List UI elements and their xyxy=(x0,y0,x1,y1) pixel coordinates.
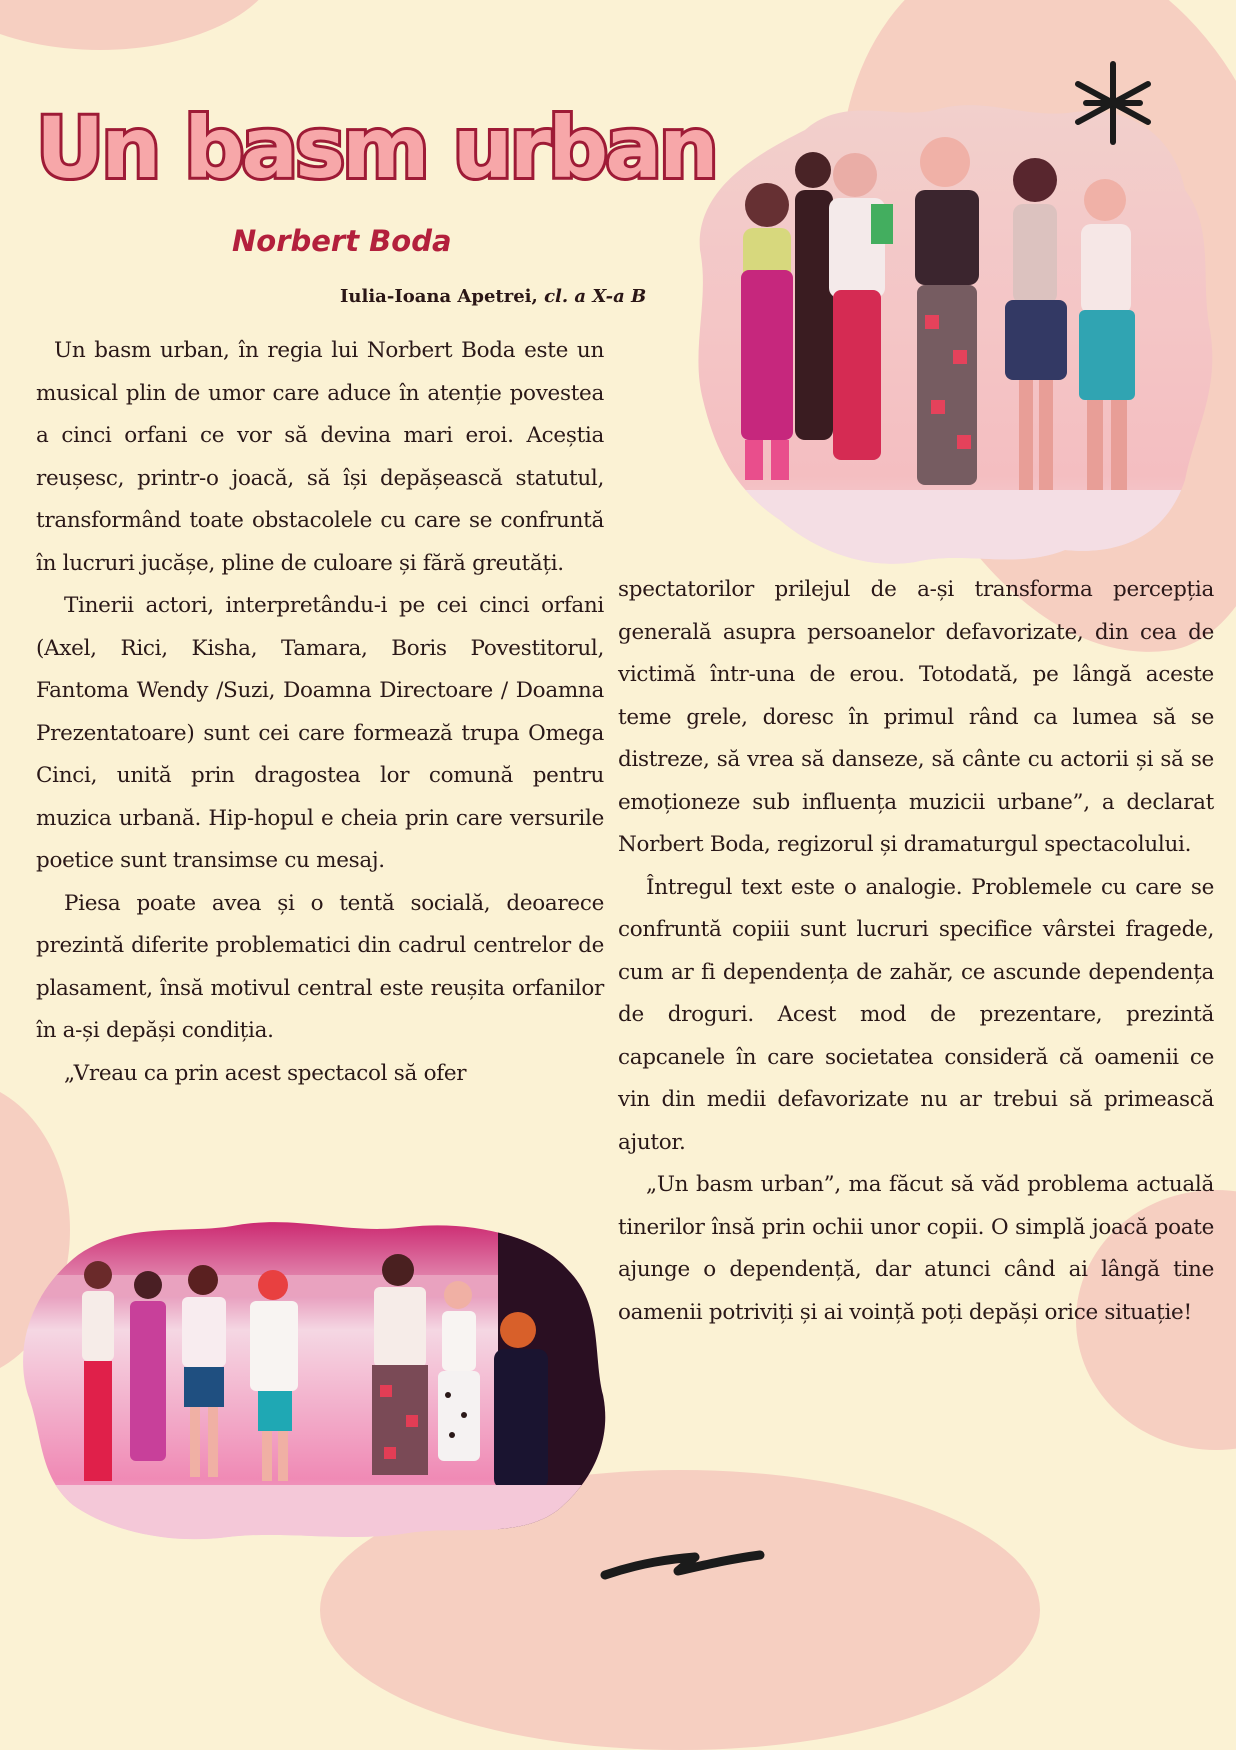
squiggle-icon xyxy=(600,1545,770,1585)
article-column-left xyxy=(36,330,604,1095)
author-name: Iulia-Ioana Apetrei xyxy=(340,286,532,307)
article-column-right xyxy=(618,569,1214,1334)
paragraph: Piesa poate avea și o tentă socială, deoarece prezintă diferite problematici din cadrul centrelor de plasament, însă motivul central este reușita orfanilor în a-și depăși condiția. xyxy=(36,890,604,1043)
paragraph: Întregul text este o analogie. Problemele cu care se confruntă copiii sunt lucruri specifice vârstei fragede, cum ar fi dependența de zahăr, ce ascunde dependența de droguri. Acest mod de prezentare, prezintă capcanele în care societatea consideră că oamenii ce vin din medii defavorizate nu ar trebui să primească ajutor. xyxy=(618,874,1214,1155)
background-blob xyxy=(0,0,280,50)
article-title: Un basm urban xyxy=(36,99,716,197)
asterisk-icon xyxy=(1070,60,1156,146)
paragraph: „Vreau ca prin acest spectacol să ofer xyxy=(64,1060,467,1086)
director-name: Norbert Boda xyxy=(232,224,452,258)
paragraph: Un basm urban, în regia lui Norbert Boda este un musical plin de umor care aduce în atenție povestea a cinci orfani ce vor să devina mari eroi. Aceștia reușesc, printr-o joacă, să își depășească statutul, transformând toate obstacolele cu care se confruntă în lucruri jucășe, pline de culoare și fără greutăți. xyxy=(36,338,604,576)
stage-performance-photo xyxy=(18,1215,608,1545)
paragraph: „Un basm urban”, ma făcut să văd problema actuală tinerilor însă prin ochii unor copii. O simplă joacă poate ajunge o dependență, dar atunci când ai lângă tine oamenii potriviți și ai voință poți depăși orice situație! xyxy=(618,1172,1214,1325)
author-class: cl. a X-a B xyxy=(544,286,647,307)
paragraph: spectatorilor prilejul de a-și transforma percepția generală asupra persoanelor defavorizate, din cea de victimă într-una de erou. Totodată, pe lângă aceste teme grele, doresc în primul rând ca lumea să se distreze, să vrea să danseze, să cânte cu actorii și să se emoționeze sub influența muzicii urbane”, a declarat Norbert Boda, regizorul și dramaturgul spectacolului. xyxy=(618,577,1214,857)
paragraph: Tinerii actori, interpretându-i pe cei cinci orfani (Axel, Rici, Kisha, Tamara, Boris Povestitorul, Fantoma Wendy /Suzi, Doamna Directoare / Doamna Prezentatoare) sunt cei care formează trupa Omega Cinci, unită prin dragostea lor comună pentru muzica urbană. Hip-hopul e cheia prin care versurile poetice sunt transimse cu mesaj. xyxy=(36,593,604,873)
byline: Iulia-Ioana Apetrei, cl. a X-a B xyxy=(340,286,647,307)
cast-group-photo xyxy=(695,100,1215,570)
